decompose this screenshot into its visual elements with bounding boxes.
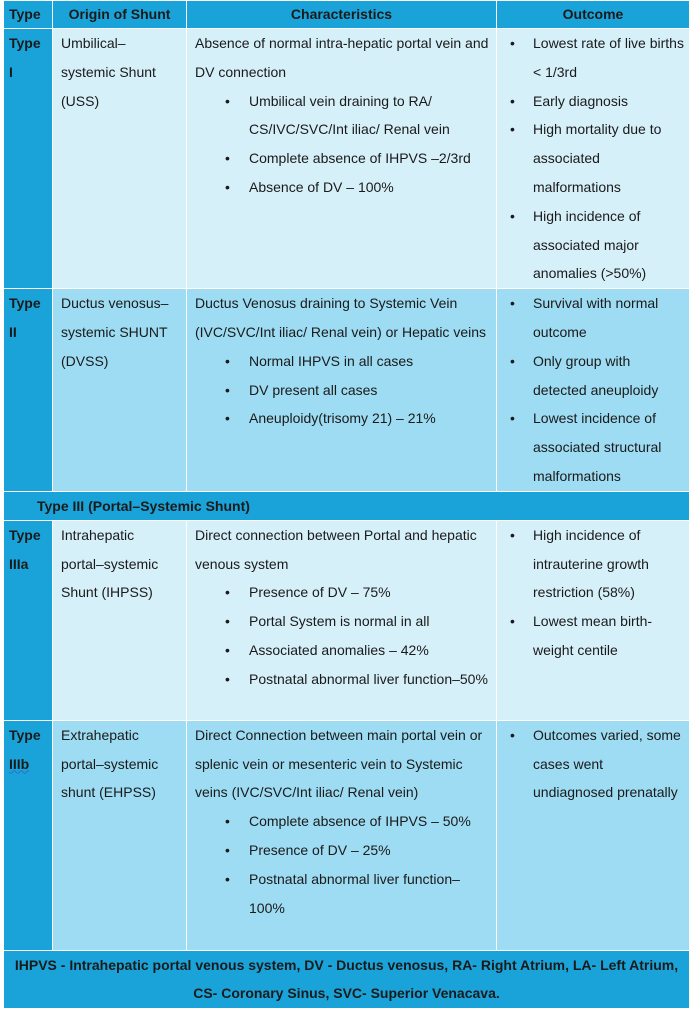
list-item: • Portal System is normal in all	[249, 607, 492, 636]
list-item: • Survival with normal outcome	[533, 289, 685, 347]
list-item: • Lowest incidence of associated structural malformations	[533, 404, 685, 490]
characteristics-list	[195, 807, 492, 922]
type-cell	[4, 29, 53, 289]
table-row	[4, 29, 690, 289]
type-cell	[4, 289, 53, 492]
section-title: Type III (Portal–Systemic Shunt)	[4, 491, 690, 520]
origin-cell: Extrahepatic portal–systemic shunt (EHPSS)	[53, 720, 187, 950]
characteristics-cell	[187, 520, 497, 720]
list-item: • High mortality due to associated malformations	[533, 115, 685, 201]
list-item: • Postnatal abnormal liver function–100%	[249, 865, 492, 923]
characteristics-list	[195, 347, 492, 433]
type-label: Type	[9, 35, 41, 51]
header-outcome: Outcome	[497, 1, 690, 29]
list-item: • Aneuploidy(trisomy 21) – 21%	[249, 404, 492, 433]
header-origin: Origin of Shunt	[53, 1, 187, 29]
characteristics-cell	[187, 29, 497, 289]
list-item: • High incidence of associated major anomalies (>50%)	[533, 202, 685, 288]
table-row	[4, 289, 690, 492]
origin-cell: Umbilical–systemic Shunt (USS)	[53, 29, 187, 289]
footer-row	[4, 950, 690, 1008]
type-number: IIIb	[9, 755, 30, 772]
list-item: • Lowest mean birth-weight centile	[533, 607, 685, 665]
header-type: Type	[4, 1, 53, 29]
characteristics-intro: Direct Connection between main portal vein or splenic vein or mesenteric vein to Systemic veins (IVC/SVC/Int iliac/ Renal vein)	[195, 726, 483, 801]
list-item: • Postnatal abnormal liver function–50%	[249, 665, 492, 694]
list-item: • Associated anomalies – 42%	[249, 636, 492, 665]
characteristics-intro: Direct connection between Portal and hepatic venous system	[195, 526, 477, 572]
list-item: • Only group with detected aneuploidy	[533, 347, 685, 405]
list-item: • Absence of DV – 100%	[249, 173, 492, 202]
characteristics-cell	[187, 289, 497, 492]
header-row	[4, 1, 690, 29]
type-label: Type	[9, 526, 41, 543]
list-item: • High incidence of intrauterine growth restriction (58%)	[533, 521, 685, 607]
outcome-list	[505, 289, 685, 491]
table-row	[4, 720, 690, 950]
outcome-list	[505, 721, 685, 807]
characteristics-intro: Absence of normal intra-hepatic portal vein and DV connection	[195, 35, 489, 80]
footnote: IHPVS - Intrahepatic portal venous system, DV - Ductus venosus, RA- Right Atrium, LA- Left Atrium, CS- Coronary Sinus, SVC- Superior Venacava.	[4, 950, 690, 1008]
characteristics-list	[195, 87, 492, 202]
list-item: • Presence of DV – 25%	[249, 836, 492, 865]
section-row	[4, 491, 690, 520]
characteristics-intro: Ductus Venosus draining to Systemic Vein (IVC/SVC/Int iliac/ Renal vein) or Hepatic veins	[195, 295, 486, 340]
list-item: • Normal IHPVS in all cases	[249, 347, 492, 376]
outcome-cell	[497, 289, 690, 492]
characteristics-cell	[187, 720, 497, 950]
type-label: Type	[9, 295, 41, 312]
list-item: • DV present all cases	[249, 376, 492, 405]
shunt-classification-table	[3, 0, 690, 1009]
type-number: IIIa	[9, 555, 29, 572]
header-characteristics: Characteristics	[187, 1, 497, 29]
type-cell	[4, 520, 53, 720]
list-item: • Lowest rate of live births < 1/3rd	[533, 29, 685, 87]
origin-cell: Ductus venosus–systemic SHUNT (DVSS)	[53, 289, 187, 492]
list-item: • Complete absence of IHPVS – 50%	[249, 807, 492, 836]
outcome-cell	[497, 720, 690, 950]
outcome-cell	[497, 29, 690, 289]
characteristics-list	[195, 578, 492, 693]
table-row	[4, 520, 690, 720]
type-number: II	[9, 323, 17, 340]
list-item: • Early diagnosis	[533, 87, 685, 116]
outcome-list	[505, 29, 685, 288]
type-cell	[4, 720, 53, 950]
list-item: • Outcomes varied, some cases went undiagnosed prenatally	[533, 721, 685, 807]
type-label: Type	[9, 726, 41, 743]
outcome-list	[505, 521, 685, 665]
list-item: • Umbilical vein draining to RA/ CS/IVC/SVC/Int iliac/ Renal vein	[249, 87, 492, 145]
outcome-cell	[497, 520, 690, 720]
type-number: I	[9, 63, 13, 80]
list-item: • Presence of DV – 75%	[249, 578, 492, 607]
list-item: • Complete absence of IHPVS –2/3rd	[249, 144, 492, 173]
origin-cell: Intrahepatic portal–systemic Shunt (IHPSS)	[53, 520, 187, 720]
